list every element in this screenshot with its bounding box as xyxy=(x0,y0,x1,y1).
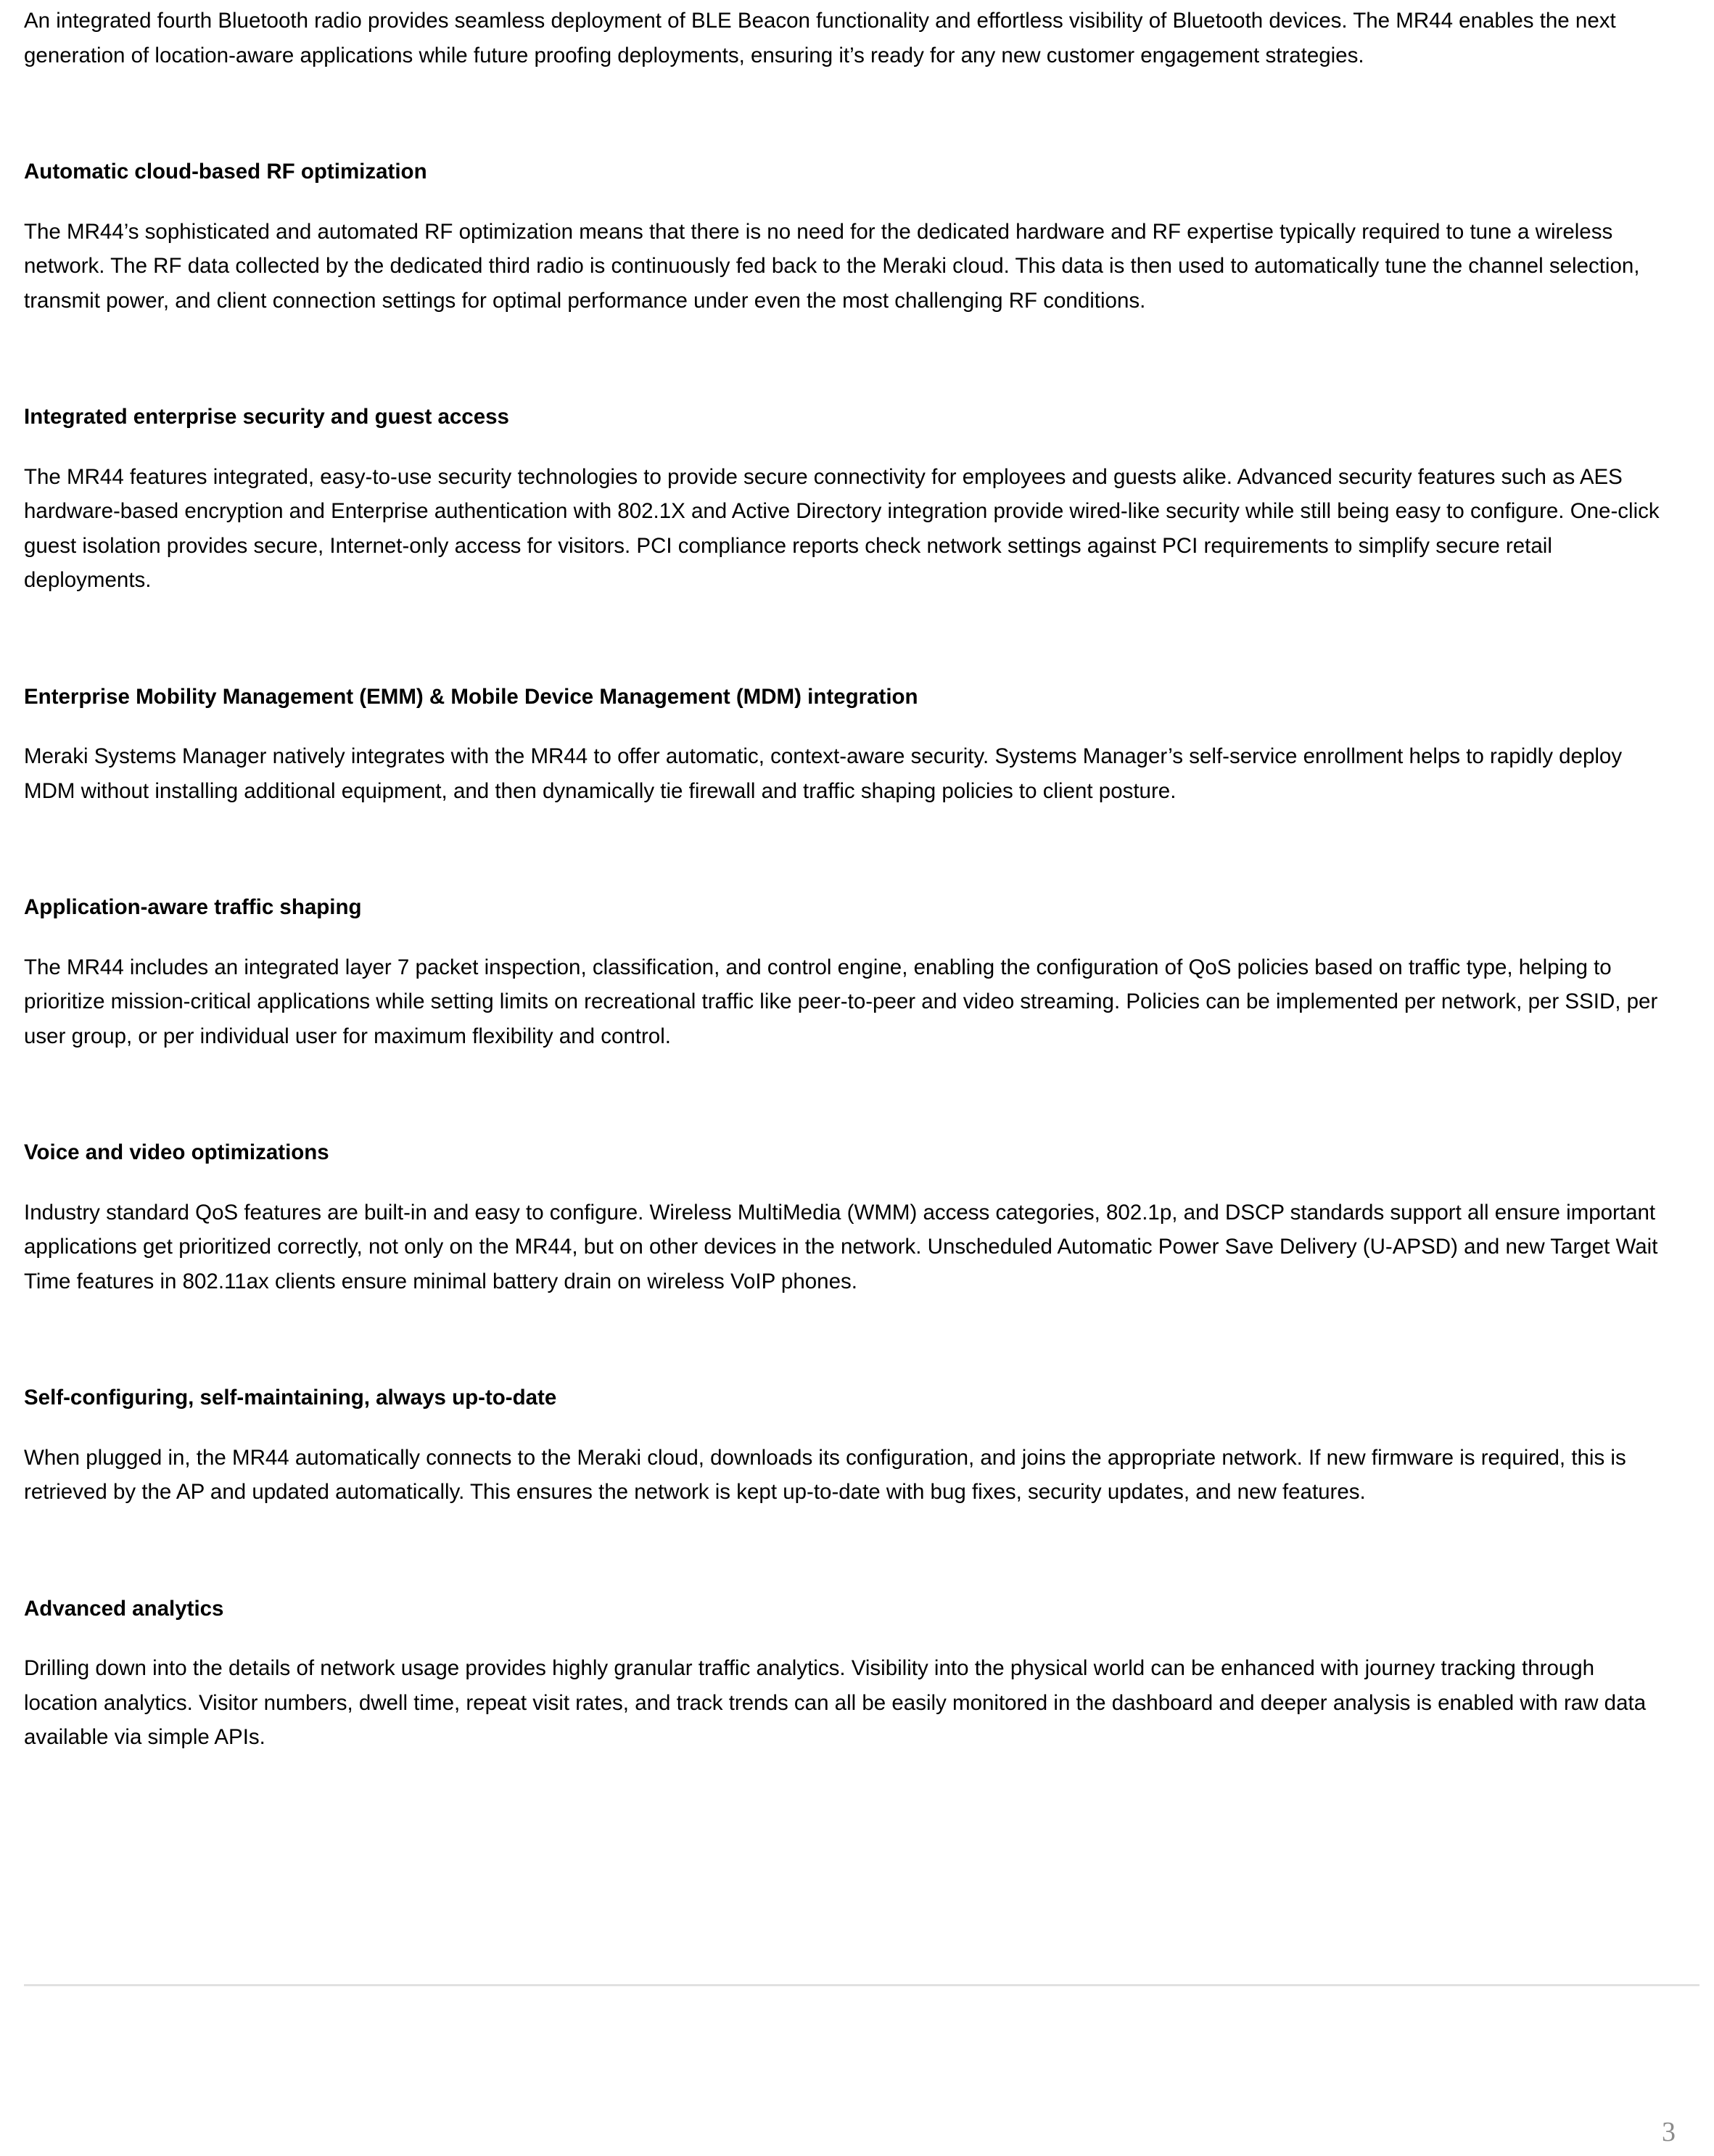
section-body: When plugged in, the MR44 automatically connects to the Meraki cloud, downloads its configuration, and joins the appropriate network. If new firmware is required, this is retrieved by the AP and updated automatically. This ensures the network is kept up-to-date with bug fixes, security updates, and new features. xyxy=(24,1445,1626,1504)
section-body: The MR44 includes an integrated layer 7 packet inspection, classification, and control engine, enabling the configuration of QoS policies based on traffic type, helping to prioritize mission-critical applications while setting limits on recreational traffic like peer-to-peer and video streaming. Policies can be implemented per network, per SSID, per user group, or per individual user for maximum flexibility and control. xyxy=(24,955,1658,1048)
section-voice-video xyxy=(24,1135,1670,1299)
section-heading: Self-configuring, self-maintaining, always up-to-date xyxy=(24,1386,557,1410)
section-body: The MR44’s sophisticated and automated RF optimization means that there is no need for the dedicated hardware and RF expertise typically required to tune a wireless network. The RF data collected by the dedicated third radio is continuously fed back to the Meraki cloud. This data is then used to automatically tune the channel selection, transmit power, and client connection settings for optimal performance under even the most challenging RF conditions. xyxy=(24,219,1640,313)
section-heading: Automatic cloud-based RF optimization xyxy=(24,160,427,184)
section-security-guest-access xyxy=(24,400,1670,598)
section-heading: Integrated enterprise security and guest access xyxy=(24,405,509,429)
section-body: Drilling down into the details of network usage provides highly granular traffic analytics. Visibility into the physical world can be enhanced with journey tracking through location analytics. Visitor numbers, dwell time, repeat visit rates, and track trends can all be easily monitored in the dashboard and deeper analysis is enabled with raw data available via simple APIs. xyxy=(24,1656,1647,1749)
page-number: 3 xyxy=(1662,2117,1676,2147)
section-body: Meraki Systems Manager natively integrates with the MR44 to offer automatic, context-aware security. Systems Manager’s self-service enrollment helps to rapidly deploy MDM without installing additional equipment, and then dynamically tie firewall and traffic shaping policies to client posture. xyxy=(24,744,1623,803)
section-emm-mdm-integration xyxy=(24,680,1670,809)
section-heading: Advanced analytics xyxy=(24,1596,224,1621)
intro-paragraph: An integrated fourth Bluetooth radio provides seamless deployment of BLE Beacon functionality and effortless visibility of Bluetooth devices. The MR44 enables the next generation of location-aware applications while future proofing deployments, ensuring it’s ready for any new customer engagement strategies. xyxy=(24,9,1616,67)
section-advanced-analytics xyxy=(24,1592,1670,1755)
section-body: The MR44 features integrated, easy-to-use security technologies to provide secure connectivity for employees and guests alike. Advanced security features such as AES hardware-based encryption and Enterprise authentication with 802.1X and Active Directory integration provide wired-like security while still being easy to configure. One-click guest isolation provides secure, Internet-only access for visitors. PCI compliance reports check network settings against PCI requirements to simplify secure retail deployments. xyxy=(24,464,1660,592)
section-heading: Enterprise Mobility Management (EMM) & Mobile Device Management (MDM) integration xyxy=(24,684,918,709)
section-traffic-shaping xyxy=(24,890,1670,1053)
document-body xyxy=(24,0,1670,1755)
footer-divider xyxy=(24,1984,1699,1986)
section-heading: Application-aware traffic shaping xyxy=(24,895,362,919)
section-rf-optimization xyxy=(24,155,1670,318)
section-body: Industry standard QoS features are built-in and easy to configure. Wireless MultiMedia (WMM) access categories, 802.1p, and DSCP standards support all ensure important applications get prioritized correctly, not only on the MR44, but on other devices in the network. Unscheduled Automatic Power Save Delivery (U-APSD) and new Target Wait Time features in 802.11ax clients ensure minimal battery drain on wireless VoIP phones. xyxy=(24,1200,1658,1293)
section-heading: Voice and video optimizations xyxy=(24,1140,329,1164)
section-self-configuring xyxy=(24,1381,1670,1510)
